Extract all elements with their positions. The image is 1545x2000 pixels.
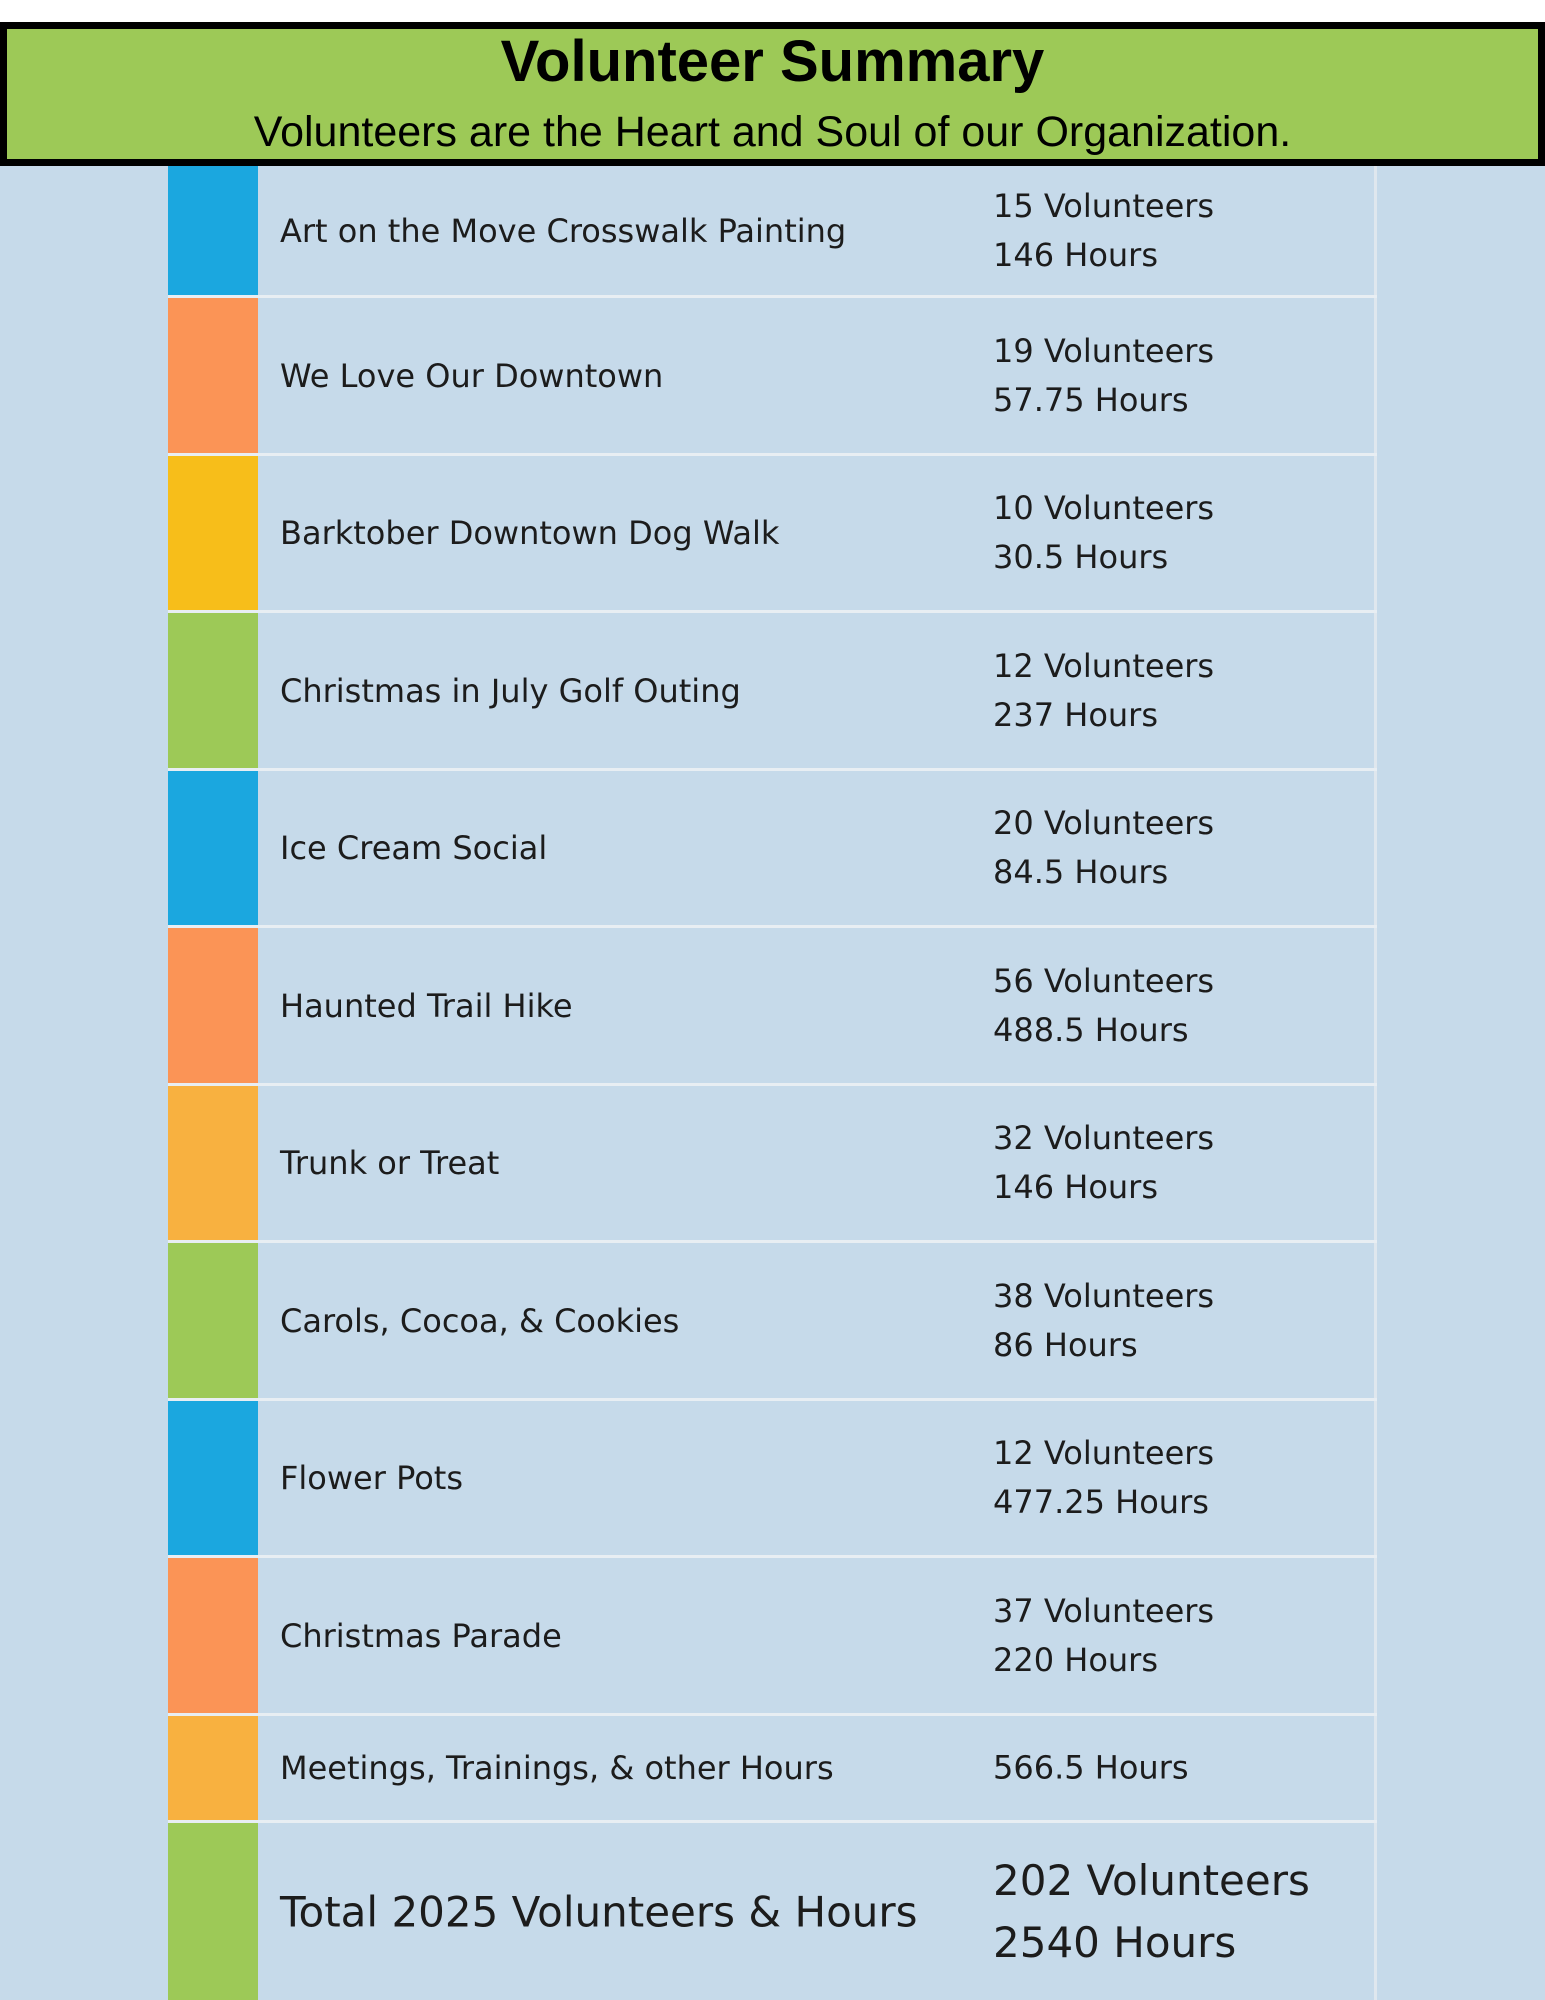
page-subtitle: Volunteers are the Heart and Soul of our Organization. — [253, 108, 1292, 156]
table-row — [168, 1086, 1377, 1243]
volunteer-count: 32 Volunteers — [993, 1119, 1215, 1157]
hours-count: 86 Hours — [993, 1325, 1138, 1364]
row-body — [258, 613, 1377, 768]
table-row — [168, 928, 1377, 1086]
event-stats — [993, 1744, 1189, 1793]
event-stats — [993, 327, 1214, 425]
table-row — [168, 1243, 1377, 1401]
volunteer-count: 38 Volunteers — [993, 1276, 1215, 1315]
total-hours: 2540 Hours — [993, 1917, 1237, 1967]
color-swatch — [168, 456, 258, 610]
hours-count: 477.25 Hours — [993, 1483, 1209, 1521]
hours-count: 488.5 Hours — [993, 1010, 1189, 1049]
event-name: Carols, Cocoa, & Cookies — [280, 1301, 680, 1340]
hours-count: 57.75 Hours — [993, 380, 1189, 419]
table-row — [168, 771, 1377, 928]
row-body — [258, 1823, 1377, 2000]
table-row — [168, 298, 1377, 456]
event-stats — [993, 957, 1214, 1055]
volunteer-count: 12 Volunteers — [993, 1434, 1215, 1472]
color-swatch — [168, 771, 258, 925]
table-row — [168, 1716, 1377, 1823]
event-name: Meetings, Trainings, & other Hours — [280, 1749, 834, 1787]
row-body — [258, 1401, 1377, 1555]
color-swatch — [168, 1243, 258, 1398]
event-name: Christmas in July Golf Outing — [280, 671, 741, 710]
event-stats — [993, 1587, 1214, 1685]
color-swatch — [168, 613, 258, 768]
event-stats — [993, 799, 1214, 897]
row-body — [258, 1716, 1377, 1820]
volunteer-count: 37 Volunteers — [993, 1591, 1215, 1630]
event-stats — [993, 642, 1214, 740]
color-swatch — [168, 1823, 258, 2000]
table-row — [168, 456, 1377, 613]
top-margin — [0, 0, 1545, 22]
row-body — [258, 298, 1377, 453]
total-row — [168, 1823, 1377, 2000]
color-swatch — [168, 1558, 258, 1713]
event-name: Flower Pots — [280, 1459, 464, 1497]
event-name: Haunted Trail Hike — [280, 986, 573, 1025]
table-row — [168, 166, 1377, 298]
hours-count: 237 Hours — [993, 695, 1158, 734]
table-row — [168, 613, 1377, 771]
table-row — [168, 1401, 1377, 1558]
row-body — [258, 1086, 1377, 1240]
event-stats — [993, 1114, 1214, 1212]
row-body — [258, 928, 1377, 1083]
volunteer-count: 15 Volunteers — [993, 186, 1215, 225]
volunteer-count: 56 Volunteers — [993, 961, 1215, 1000]
volunteer-count: 20 Volunteers — [993, 804, 1215, 842]
event-name: Ice Cream Social — [280, 829, 548, 867]
hours-count: 220 Hours — [993, 1640, 1158, 1679]
row-body — [258, 456, 1377, 610]
page-title: Volunteer Summary — [500, 29, 1045, 94]
volunteer-count: 10 Volunteers — [993, 489, 1215, 527]
hours-count: 84.5 Hours — [993, 853, 1169, 891]
volunteer-count: 19 Volunteers — [993, 331, 1215, 370]
color-swatch — [168, 166, 258, 295]
event-name: Trunk or Treat — [280, 1144, 500, 1182]
color-swatch — [168, 1086, 258, 1240]
hours-count: 146 Hours — [993, 235, 1158, 274]
hours-count: 30.5 Hours — [993, 538, 1169, 576]
color-swatch — [168, 928, 258, 1083]
event-stats — [993, 484, 1214, 582]
header-banner — [0, 22, 1545, 166]
total-volunteers: 202 Volunteers — [993, 1855, 1310, 1905]
event-stats — [993, 1272, 1214, 1370]
color-swatch — [168, 1716, 258, 1820]
row-body — [258, 771, 1377, 925]
row-body — [258, 166, 1377, 295]
event-name: We Love Our Downtown — [280, 356, 664, 395]
row-body — [258, 1558, 1377, 1713]
row-body — [258, 1243, 1377, 1398]
total-stats — [993, 1850, 1310, 1974]
event-name: Art on the Move Crosswalk Painting — [280, 211, 847, 250]
color-swatch — [168, 298, 258, 453]
hours-count: 566.5 Hours — [993, 1748, 1189, 1787]
color-swatch — [168, 1401, 258, 1555]
event-stats — [993, 1429, 1214, 1527]
event-stats — [993, 182, 1214, 280]
volunteer-count: 12 Volunteers — [993, 646, 1215, 685]
hours-count: 146 Hours — [993, 1168, 1158, 1206]
total-label: Total 2025 Volunteers & Hours — [280, 1887, 918, 1936]
table-row — [168, 1558, 1377, 1716]
volunteer-summary-table — [168, 166, 1377, 2000]
event-name: Christmas Parade — [280, 1616, 562, 1655]
event-name: Barktober Downtown Dog Walk — [280, 514, 780, 552]
